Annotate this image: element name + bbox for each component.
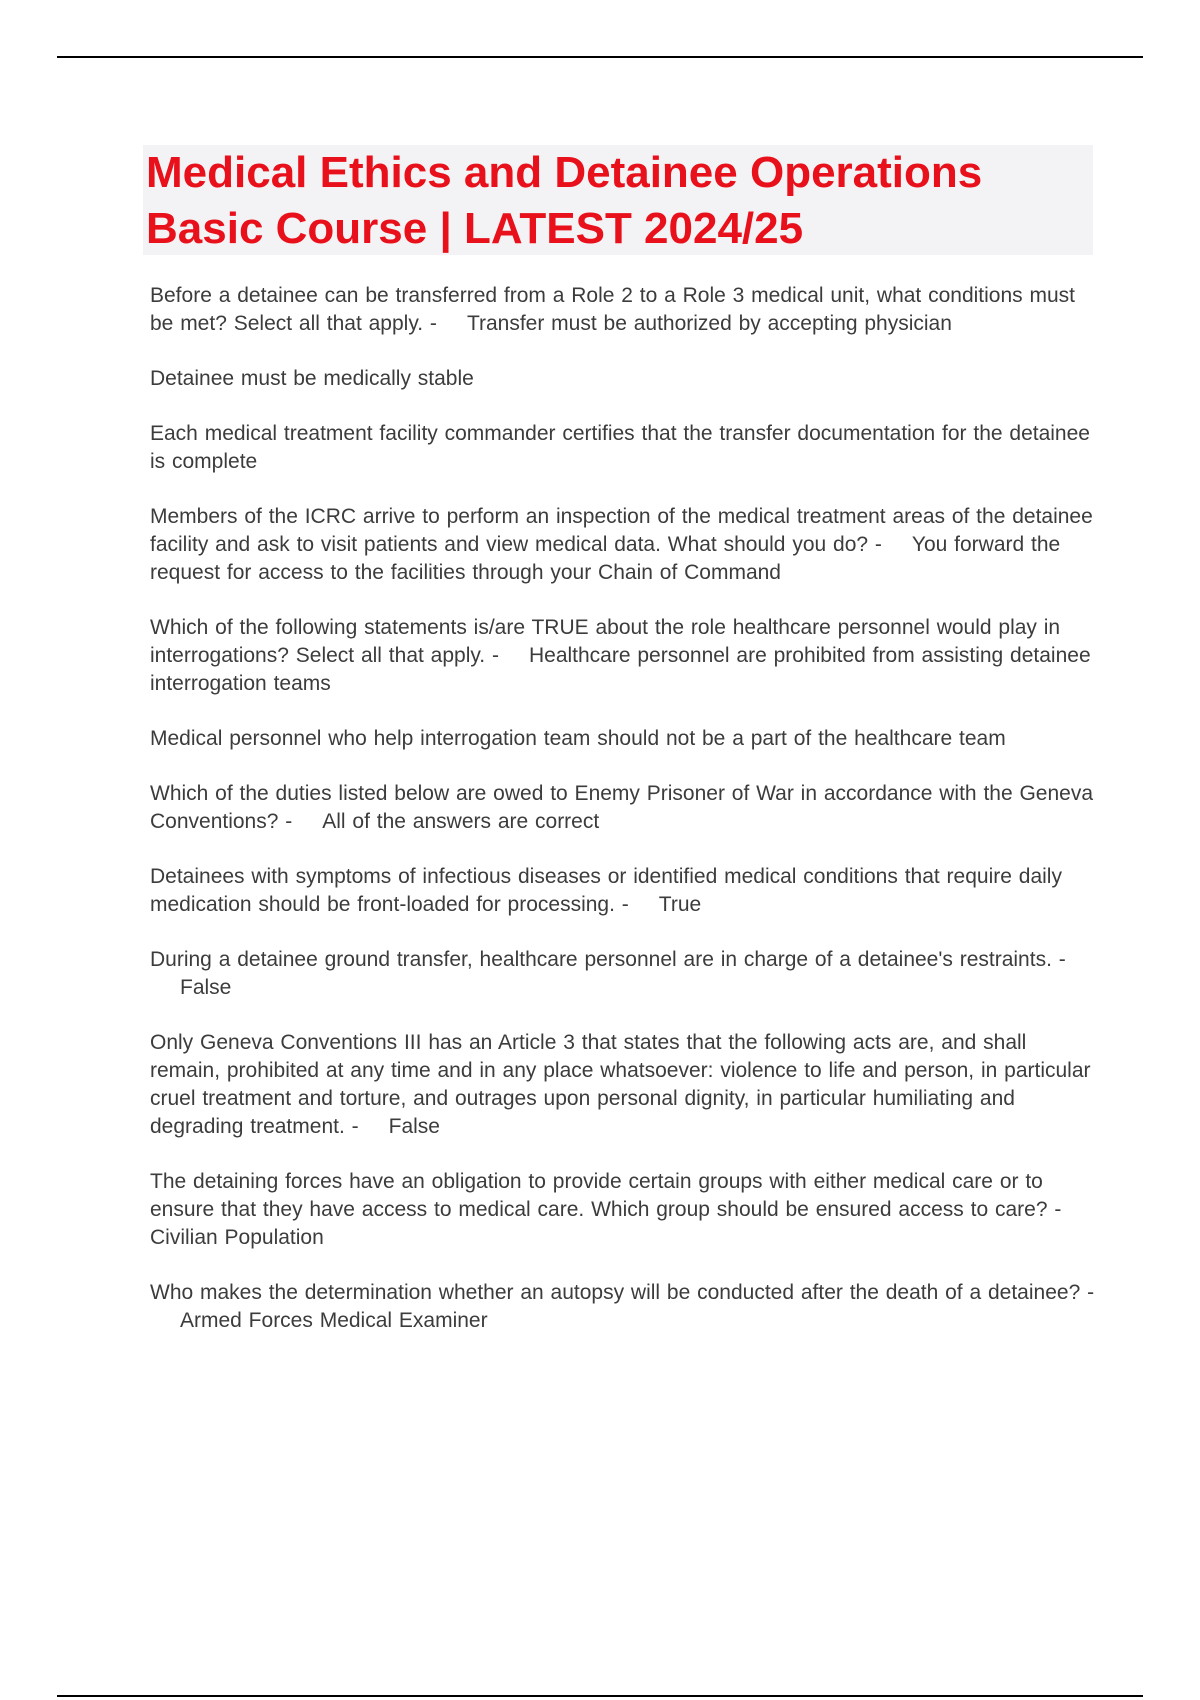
answer-text: All of the answers are correct — [322, 810, 600, 833]
question-text: Which of the duties listed below are owed to Enemy Prisoner of War in accordance with the Geneva Conventions? - — [150, 782, 1094, 833]
question-text: Before a detainee can be transferred from a Role 2 to a Role 3 medical unit, what conditions must be met? Select all that apply. - — [150, 284, 1075, 335]
question-text: Who makes the determination whether an autopsy will be conducted after the death of a detainee? - — [150, 1281, 1095, 1304]
qa-paragraph — [145, 614, 1095, 698]
answer-text: False — [388, 1115, 440, 1138]
question-text: The detaining forces have an obligation to provide certain groups with either medical care or to ensure that they have access to medical care. Which group should be ensured access to care? - — [150, 1170, 1062, 1221]
question-text: Medical personnel who help interrogation team should not be a part of the healthcare team — [150, 727, 1006, 750]
qa-paragraph — [145, 1279, 1095, 1335]
qa-paragraph — [145, 780, 1095, 836]
qa-paragraph — [145, 503, 1095, 587]
question-text: Members of the ICRC arrive to perform an inspection of the medical treatment areas of the detainee facility and ask to visit patients and view medical data. What should you do? - — [150, 505, 1093, 556]
answer-text: True — [658, 893, 702, 916]
answer-text: Armed Forces Medical Examiner — [180, 1309, 488, 1332]
question-text: Only Geneva Conventions III has an Article 3 that states that the following acts are, and shall remain, prohibited at any time and in any place whatsoever: violence to life and person, in particular cruel treatment and torture, and outrages upon personal dignity, in particular humiliating and degrading treatment. - — [150, 1031, 1091, 1138]
title-line-2: Basic Course | LATEST 2024/25 — [146, 204, 804, 253]
qa-paragraph — [145, 420, 1095, 476]
question-text: Each medical treatment facility commander certifies that the transfer documentation for the detainee is complete — [150, 422, 1090, 473]
page-title — [146, 145, 1093, 257]
question-text: Which of the following statements is/are TRUE about the role healthcare personnel would play in interrogations? Select all that apply. - — [150, 616, 1061, 667]
answer-text: Civilian Population — [150, 1226, 324, 1249]
question-text: During a detainee ground transfer, healthcare personnel are in charge of a detainee's restraints. - — [150, 948, 1066, 971]
qa-paragraph — [145, 1168, 1095, 1252]
qa-paragraph — [145, 725, 1095, 753]
question-text: Detainee must be medically stable — [150, 367, 474, 390]
qa-paragraph — [145, 365, 1095, 393]
answer-text: Healthcare personnel are prohibited from assisting detainee interrogation teams — [150, 644, 1091, 695]
bottom-rule — [57, 1695, 1143, 1697]
question-text: Detainees with symptoms of infectious diseases or identified medical conditions that require daily medication should be front-loaded for processing. - — [150, 865, 1062, 916]
qa-paragraph — [145, 946, 1095, 1002]
title-banner — [143, 145, 1093, 255]
qa-paragraph — [145, 863, 1095, 919]
answer-text: You forward the request for access to the facilities through your Chain of Command — [150, 533, 1061, 584]
qa-list — [145, 282, 1095, 1362]
title-line-1: Medical Ethics and Detainee Operations — [146, 148, 983, 197]
qa-paragraph — [145, 1029, 1095, 1141]
top-rule — [57, 56, 1143, 58]
qa-paragraph — [145, 282, 1095, 338]
answer-text: False — [180, 976, 232, 999]
answer-text: Transfer must be authorized by accepting physician — [466, 312, 952, 335]
